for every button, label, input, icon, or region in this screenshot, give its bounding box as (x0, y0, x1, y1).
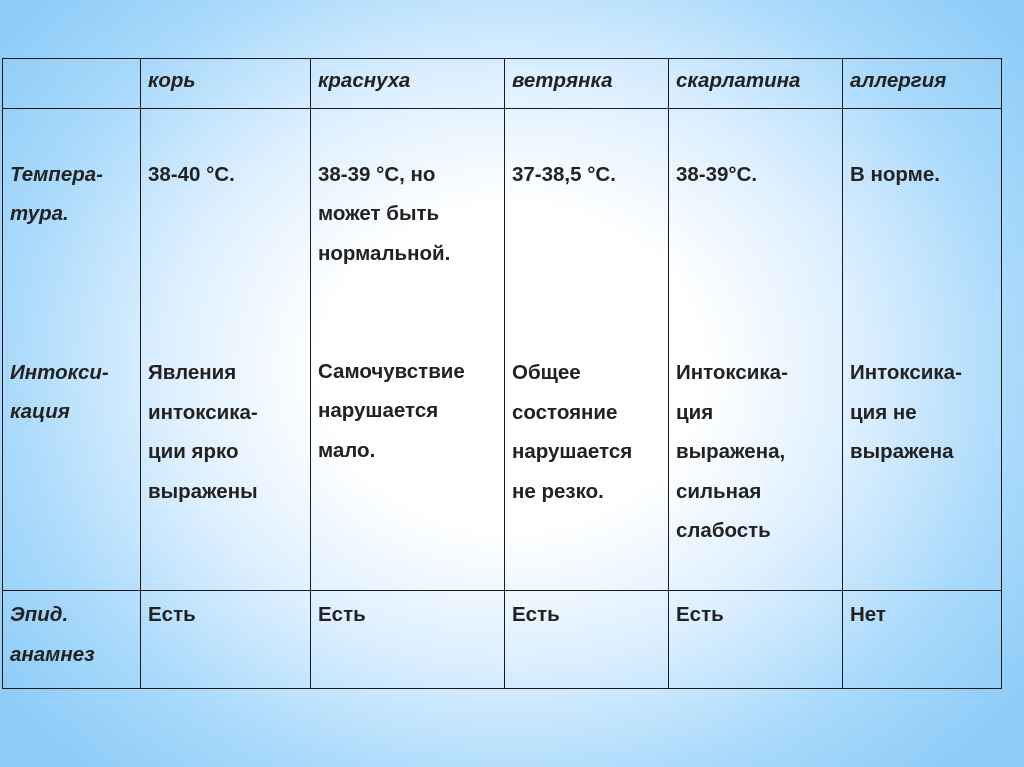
cell-scarlet-fever-temperature: 38-39°С. (676, 162, 758, 186)
cell-allergy-temperature: В норме. (850, 162, 940, 186)
header-allergy: аллергия (843, 59, 1002, 109)
cell-rubella-temperature: 38-39 °С, но может быть нормальной. (318, 162, 451, 265)
cell-scarlet-fever (669, 109, 843, 591)
cell-allergy-epid: Нет (843, 591, 1002, 689)
comparison-table (2, 58, 1002, 689)
table-row (3, 109, 1002, 591)
corner-cell (3, 59, 141, 109)
cell-measles-intoxication: Явления интоксика- ции ярко выражены (148, 361, 258, 503)
header-row (3, 59, 1002, 109)
table-row (3, 591, 1002, 689)
cell-rubella (311, 109, 505, 591)
cell-rubella-intoxication: Самочувствие нарушается мало. (318, 359, 465, 462)
cell-scarlet-fever-intoxication: Интоксика- ция выражена, сильная слабость (676, 361, 788, 542)
cell-scarlet-fever-epid: Есть (669, 591, 843, 689)
cell-measles (141, 109, 311, 591)
cell-measles-temperature: 38-40 °С. (148, 162, 235, 186)
row-label-temperature: Темпера- тура. (10, 162, 103, 225)
cell-chickenpox-epid: Есть (505, 591, 669, 689)
header-chickenpox: ветрянка (505, 59, 669, 109)
header-rubella: краснуха (311, 59, 505, 109)
cell-chickenpox-temperature: 37-38,5 °С. (512, 162, 616, 186)
header-scarlet-fever: скарлатина (669, 59, 843, 109)
cell-rubella-epid: Есть (311, 591, 505, 689)
cell-chickenpox (505, 109, 669, 591)
row-label-epid-anamnesis: Эпид. анамнез (3, 591, 141, 689)
header-measles: корь (141, 59, 311, 109)
cell-measles-epid: Есть (141, 591, 311, 689)
row-label-temperature-intoxication (3, 109, 141, 591)
cell-allergy-intoxication: Интоксика- ция не выражена (850, 361, 962, 463)
row-label-intoxication: Интокси- кация (10, 360, 109, 423)
cell-allergy (843, 109, 1002, 591)
cell-chickenpox-intoxication: Общее состояние нарушается не резко. (512, 361, 633, 503)
